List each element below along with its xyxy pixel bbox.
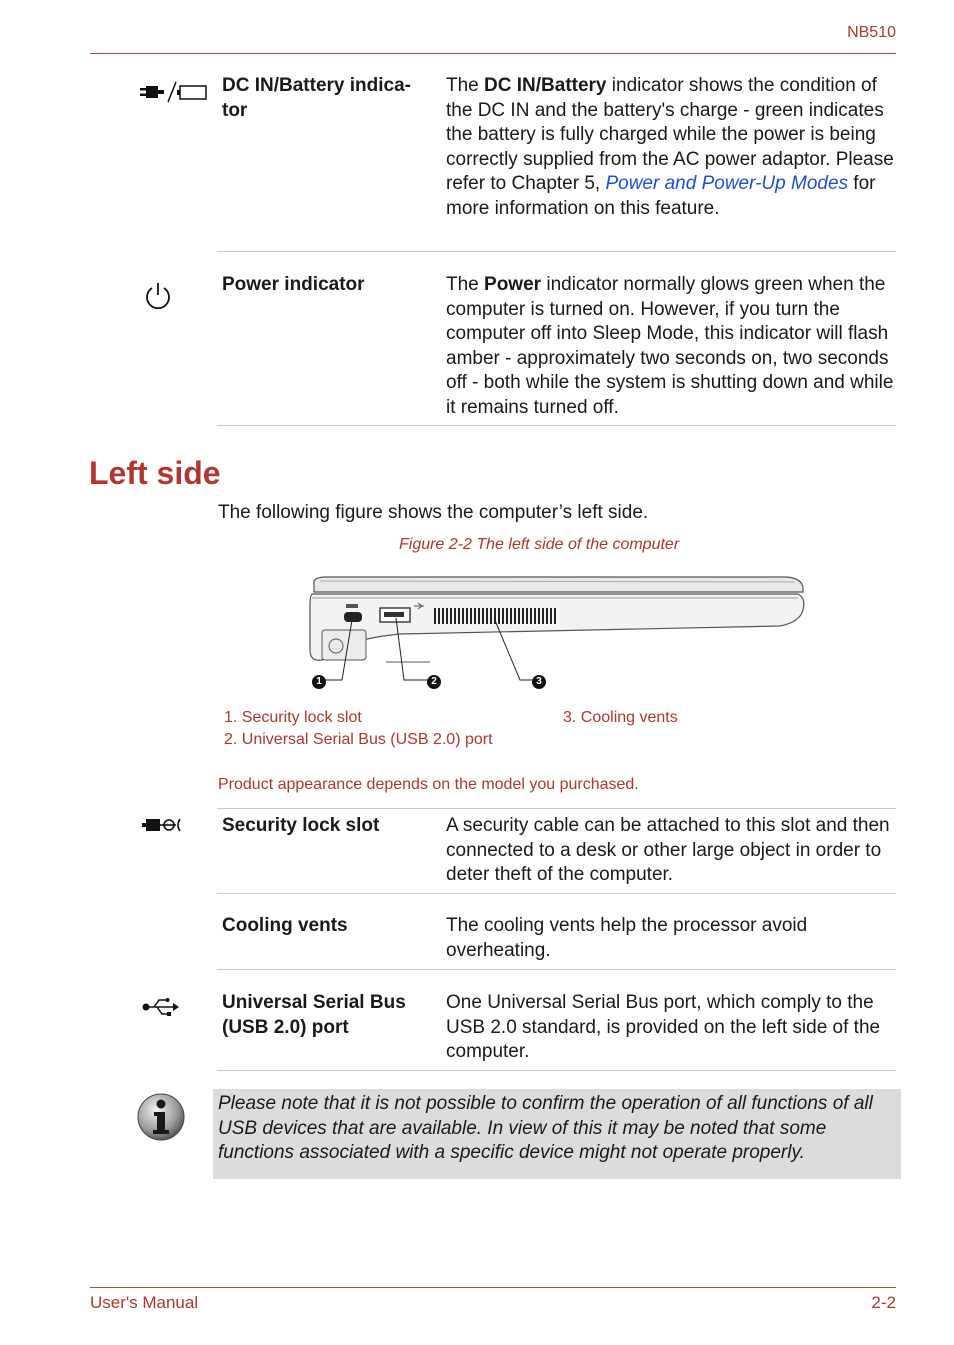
vent-slot <box>438 608 440 624</box>
vent-slot <box>498 608 500 624</box>
desc-security-lock: A security cable can be attached to this slot and then connected to a desk or other large object in order to deter theft of the computer. <box>446 815 890 885</box>
row-divider <box>217 969 896 970</box>
vent-slot <box>454 608 456 624</box>
power-icon <box>142 280 174 312</box>
term-dc-in-battery: DC IN/Battery indica- tor <box>222 75 411 121</box>
vent-slot <box>450 608 452 624</box>
vent-slot <box>554 608 556 624</box>
vent-slot <box>478 608 480 624</box>
row-divider <box>217 1070 896 1071</box>
vent-slot <box>470 608 472 624</box>
vent-slot <box>446 608 448 624</box>
legend-item: 3. Cooling vents <box>563 709 678 726</box>
vent-slot <box>522 608 524 624</box>
term-cooling-vents: Cooling vents <box>222 915 348 936</box>
vent-slot <box>434 608 436 624</box>
footer-rule <box>90 1287 896 1288</box>
vent-slot <box>502 608 504 624</box>
vent-slot <box>530 608 532 624</box>
vent-slot <box>486 608 488 624</box>
desc-text: The <box>446 75 485 96</box>
usb-icon <box>142 996 180 1018</box>
vent-slot <box>510 608 512 624</box>
header-model: NB510 <box>847 24 896 41</box>
header-rule <box>90 53 896 54</box>
vent-slot <box>534 608 536 624</box>
desc-power-indicator <box>446 273 896 420</box>
vent-slot <box>514 608 516 624</box>
desc-usb-port: One Universal Serial Bus port, which comply to the USB 2.0 standard, is provided on the left side of the computer. <box>446 992 881 1062</box>
callout-2: 2 <box>427 675 441 689</box>
vent-slot <box>506 608 508 624</box>
vent-slot <box>550 608 552 624</box>
vent-slot <box>482 608 484 624</box>
info-icon <box>136 1092 186 1144</box>
vent-slot <box>542 608 544 624</box>
callout-3: 3 <box>532 675 546 689</box>
desc-bold: DC IN/Battery <box>484 75 607 96</box>
row-divider <box>217 808 896 809</box>
desc-text: indicator normally glows green when the computer is turned on. However, if you turn the computer off into Sleep Mode, this indicator will flash amber - approximately two seconds on, two seconds off - both while the system is shutting down and while it remains turned off. <box>446 274 894 418</box>
term-security-lock: Security lock slot <box>222 815 380 836</box>
callout-1: 1 <box>312 675 326 689</box>
vent-slot <box>442 608 444 624</box>
vent-slot <box>546 608 548 624</box>
vent-slot <box>466 608 468 624</box>
laptop-left-side-figure <box>300 570 810 695</box>
term-usb-port: Universal Serial Bus (USB 2.0) port <box>222 992 406 1038</box>
row-divider <box>217 251 896 252</box>
legend-item: 2. Universal Serial Bus (USB 2.0) port <box>224 731 493 748</box>
desc-text: The <box>446 274 485 295</box>
term-power-indicator: Power indicator <box>222 274 365 295</box>
section-intro: The following figure shows the computer’s left side. <box>218 502 649 523</box>
security-lock-icon <box>142 816 186 834</box>
figure-caption: Figure 2-2 The left side of the computer <box>399 536 680 553</box>
note-text: Please note that it is not possible to confirm the operation of all functions of all USB devices that are available. In view of this it may be noted that some functions associated with a specific device might not operate properly. <box>218 1093 873 1163</box>
desc-text: for more information on this feature. <box>446 173 876 219</box>
footer-manual-title: User's Manual <box>90 1293 199 1312</box>
vent-slot <box>462 608 464 624</box>
link-power-modes[interactable]: Power and Power-Up Modes <box>605 173 849 194</box>
vent-slot <box>538 608 540 624</box>
desc-cooling-vents: The cooling vents help the processor avoid overheating. <box>446 915 808 961</box>
row-divider <box>217 425 896 426</box>
vent-slot <box>526 608 528 624</box>
dc-in-battery-icon <box>140 80 208 104</box>
appearance-note: Product appearance depends on the model you purchased. <box>218 776 639 793</box>
desc-bold: Power <box>484 274 542 295</box>
footer-page-number: 2-2 <box>871 1293 896 1312</box>
legend-item: 1. Security lock slot <box>224 709 362 726</box>
vent-slot <box>518 608 520 624</box>
vent-slot <box>474 608 476 624</box>
section-title: Left side <box>89 455 221 491</box>
desc-text: indicator shows the condition of the DC IN and the battery's charge - green indicates the battery is fully charged while the power is being correctly supplied from the AC power adaptor. Please refer to Chapter 5, <box>446 75 894 194</box>
vent-slot <box>458 608 460 624</box>
desc-dc-in-battery <box>446 74 896 221</box>
row-divider <box>217 893 896 894</box>
vent-slot <box>490 608 492 624</box>
